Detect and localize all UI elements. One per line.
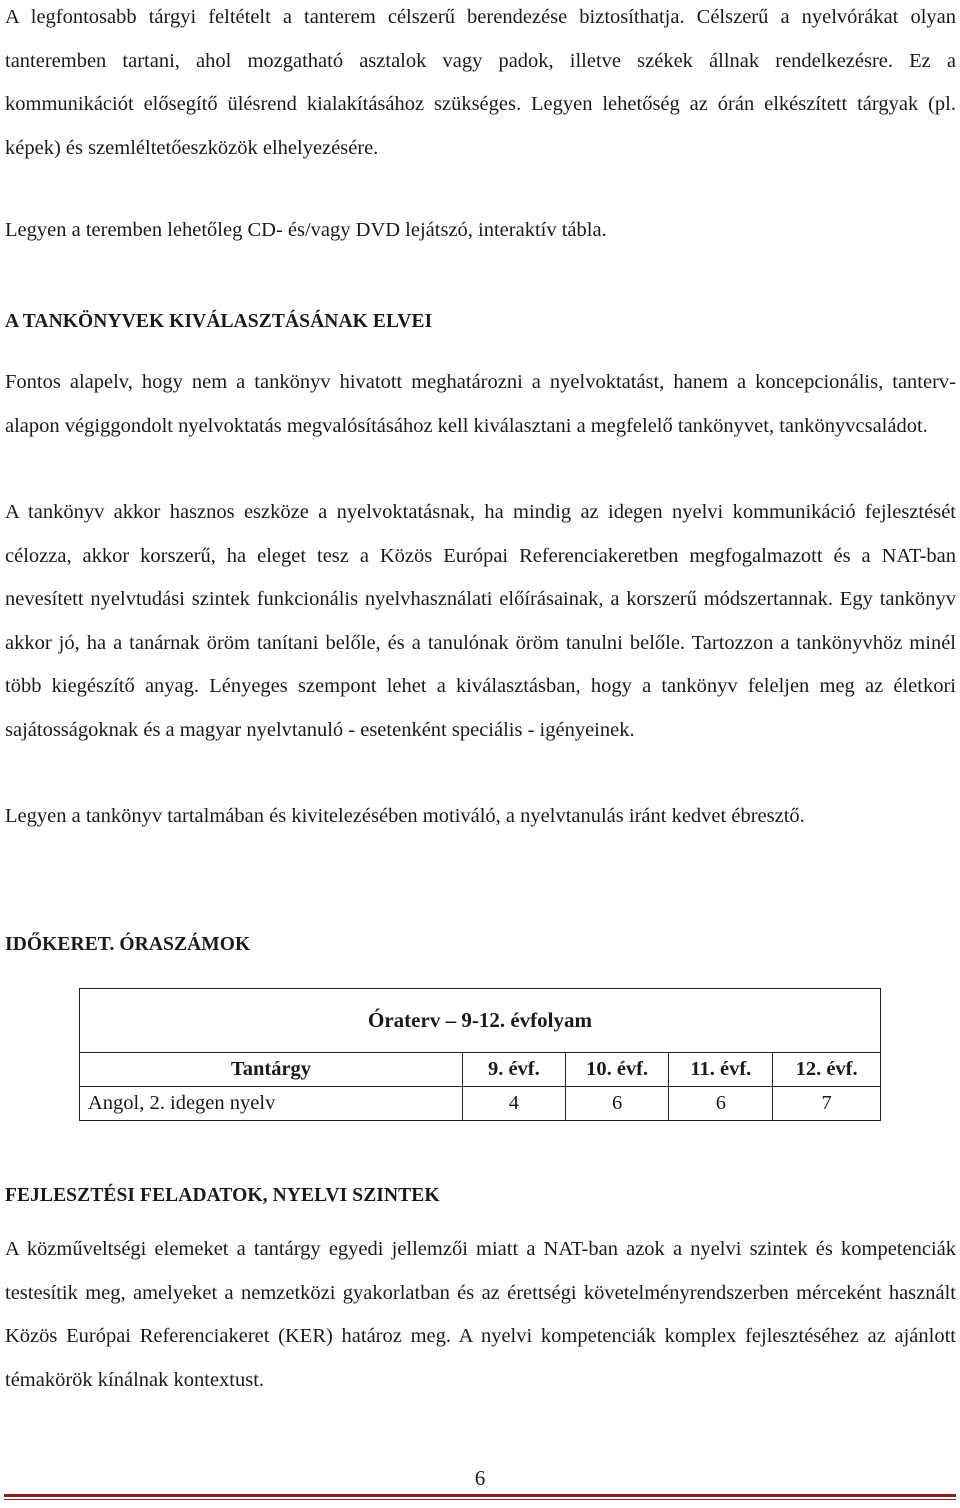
table-row <box>80 1087 881 1121</box>
header-grade-10: 10. évf. <box>565 1053 669 1087</box>
textbooks-paragraph-2: A tankönyv akkor hasznos eszköze a nyelvoktatásnak, ha mindig az idegen nyelvi kommunikáció fejlesztését célozza, akkor korszerű, ha eleget tesz a Közös Európai Referenciakeretben megfogalmazott és a NAT-ban nevesített nyelvtudási szintek funkcionális nyelvhasználati előírásainak, a korszerű módszertannak. Egy tankönyv akkor jó, ha a tanárnak öröm tanítani belőle, és a tanulónak öröm tanulni belőle. Tartozzon a tankönyvhöz minél több kiegészítő anyag. Lényeges szempont lehet a kiválasztásban, hogy a tankönyv feleljen meg az életkori sajátosságoknak és a magyar nyelvtanuló - esetenként speciális - igényeinek. <box>5 501 956 741</box>
section-heading-textbooks: A TANKÖNYVEK KIVÁLASZTÁSÁNAK ELVEI <box>5 311 433 332</box>
cell-grade-12: 7 <box>773 1087 881 1121</box>
intro-paragraph-equipment: Legyen a teremben lehetőleg CD- és/vagy DVD lejátszó, interaktív tábla. <box>5 219 607 241</box>
header-grade-11: 11. évf. <box>669 1053 773 1087</box>
cell-grade-10: 6 <box>565 1087 669 1121</box>
header-grade-9: 9. évf. <box>462 1053 565 1087</box>
textbooks-paragraph-1: Fontos alapelv, hogy nem a tankönyv hivatott meghatározni a nyelvoktatást, hanem a koncepcionális, tanterv-alapon végiggondolt nyelvoktatás megvalósításához kell kiválasztani a megfelelő tankönyvet, tankönyvcsaládot. <box>5 371 956 437</box>
footer-rule-thin <box>4 1499 956 1500</box>
cell-grade-9: 4 <box>462 1087 565 1121</box>
section-heading-development: FEJLESZTÉSI FELADATOK, NYELVI SZINTEK <box>5 1185 440 1206</box>
header-grade-12: 12. évf. <box>773 1053 881 1087</box>
cell-subject: Angol, 2. idegen nyelv <box>80 1087 463 1121</box>
page-number: 6 <box>474 1466 486 1490</box>
footer-rule <box>4 1494 956 1497</box>
lesson-plan-table <box>79 988 881 1121</box>
cell-grade-11: 6 <box>669 1087 773 1121</box>
intro-paragraph: A legfontosabb tárgyi feltételt a tanterem célszerű berendezése biztosíthatja. Célszerű a nyelvórákat olyan tanteremben tartani, ahol mozgatható asztalok vagy padok, illetve székek állnak rendelkezésre. Ez a kommunikációt elősegítő ülésrend kialakításához szükséges. Legyen lehetőség az órán elkészített tárgyak (pl. képek) és szemléltetőeszközök elhelyezésére. <box>5 6 956 159</box>
header-subject: Tantárgy <box>80 1053 463 1087</box>
table-title: Óraterv – 9-12. évfolyam <box>80 989 881 1053</box>
section-heading-timeframe: IDŐKERET. ÓRASZÁMOK <box>5 934 251 955</box>
development-paragraph: A közműveltségi elemeket a tantárgy egyedi jellemzői miatt a NAT-ban azok a nyelvi szintek és kompetenciák testesítik meg, amelyeket a nemzetközi gyakorlatban és az érettségi követelményrendszerben mérceként használt Közös Európai Referenciakeret (KER) határoz meg. A nyelvi kompetenciák komplex fejlesztéséhez az ajánlott témakörök kínálnak kontextust. <box>5 1238 956 1391</box>
table-header-row <box>80 1053 881 1087</box>
textbooks-paragraph-3: Legyen a tankönyv tartalmában és kivitelezésében motiváló, a nyelvtanulás iránt kedvet ébresztő. <box>5 805 805 827</box>
